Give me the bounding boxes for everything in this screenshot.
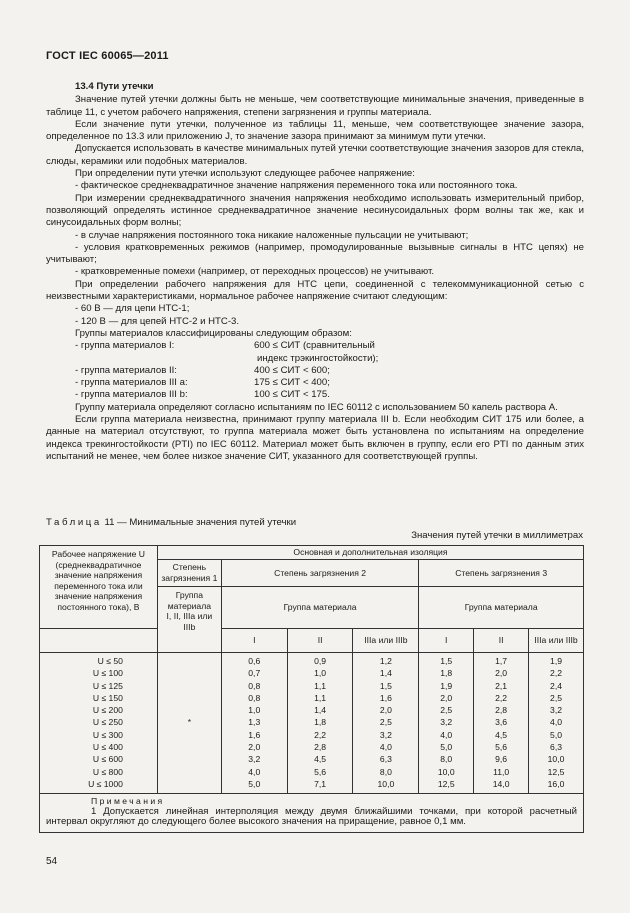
value-cell: 1,5 (379, 680, 392, 691)
values-column (353, 653, 419, 794)
values-column (221, 653, 287, 794)
voltage-cell: U ≤ 1000 (88, 778, 123, 789)
value-cell: 2,0 (495, 668, 508, 679)
paragraph: Если значение пути утечки, полученное из таблицы 11, меньше, чем соответствующее значение зазора, определенное по 13.3 или приложению J, то значение зазора принимают за минимум пути утечки. (46, 118, 584, 143)
voltage-cell: U ≤ 400 (92, 742, 123, 753)
value-cell: 12,5 (437, 778, 455, 789)
list-item: - 60 В — для цепи НТС-1; (75, 303, 190, 315)
value-cell: 1,1 (314, 680, 327, 691)
value-cell: 2,5 (379, 717, 392, 728)
voltage-cell: U ≤ 100 (92, 668, 123, 679)
voltage-cell: U ≤ 125 (92, 680, 123, 691)
creepage-distance-table (39, 545, 584, 833)
material-group-row (46, 377, 584, 389)
table-units-note: Значения путей утечки в миллиметрах (411, 530, 583, 541)
values-column (529, 653, 584, 794)
value-cell: 0,7 (248, 668, 261, 679)
value-cell: 4,5 (495, 729, 508, 740)
note-title: Примечания (91, 796, 165, 807)
value-cell: 2,0 (248, 742, 261, 753)
paragraph: При определении пути утечки используют следующее рабочее напряжение: (75, 168, 415, 180)
paragraph: Допускается использовать в качестве минимальных путей утечки соответствующие значения зазоров для стекла, слюды, керамики или подобных материалов. (46, 143, 584, 167)
values-column (474, 653, 529, 794)
value-cell: 3,6 (495, 717, 508, 728)
value-cell: 4,0 (440, 729, 453, 740)
material-group-label: - группа материалов III a: (75, 377, 188, 389)
material-group-value: индекс трэкингостойкости); (257, 352, 379, 364)
voltage-cell: U ≤ 800 (92, 766, 123, 777)
value-cell: 1,8 (440, 668, 453, 679)
value-cell: 2,4 (550, 680, 562, 691)
value-cell: 0,8 (248, 680, 261, 691)
value-cell: 12,5 (547, 766, 565, 777)
value-cell: 5,0 (550, 729, 562, 740)
value-cell: 1,4 (379, 668, 392, 679)
value-cell: 1,7 (495, 656, 508, 666)
paragraph: Если группа материала неизвестна, принимают группу материала III b. Если необходим СИТ 175 или более, а данные на материал отсутствуют, то группа материала может быть установлена по испытаниям на определение индекса трекингостойкости (PTI) по IEC 60112. Материал может быть включен в группу, если его PTI по данным этих испытаний не менее, чем более низкое значение СИТ, указанного для соответствующей группы. (46, 414, 584, 462)
value-cell: 4,0 (379, 742, 392, 753)
value-cell: 2,2 (550, 668, 562, 679)
value-cell: 9,6 (495, 754, 508, 765)
material-group-value: 400 ≤ СИТ < 600; (254, 364, 330, 376)
value-cell: 2,0 (379, 705, 392, 716)
value-cell: 4,5 (314, 754, 327, 765)
list-item: - фактическое среднеквадратичное значение напряжения переменного тока или постоянного тока. (75, 180, 518, 192)
value-cell: 1,1 (314, 692, 327, 703)
value-cell: 2,5 (440, 705, 453, 716)
value-cell: 10,0 (437, 766, 455, 777)
col-header-voltage: Рабочее напряжение U (среднеквадратичное значение напряжения переменного тока или значение напряжения постоянного тока), В (40, 546, 158, 629)
value-cell: 2,5 (550, 692, 562, 703)
value-cell: 7,1 (314, 778, 327, 789)
voltage-cell: U ≤ 300 (92, 729, 123, 740)
material-group-row (46, 340, 584, 352)
table-caption (46, 517, 296, 528)
value-cell: 6,3 (550, 742, 562, 753)
voltage-cell: U ≤ 200 (92, 705, 123, 716)
material-group-label: - группа материалов II: (75, 364, 177, 376)
material-group-row (46, 353, 584, 365)
list-item: - условия кратковременных режимов (например, промодулированные вызывные сигналы в НТС цепях) не учитывают; (46, 241, 584, 266)
value-cell: 11,0 (493, 766, 510, 777)
voltage-cell: U ≤ 50 (97, 656, 123, 666)
value-cell: 2,2 (495, 692, 508, 703)
table-data-row (40, 653, 584, 794)
col-header-material-group-2: Группа материала (221, 587, 418, 629)
value-cell: 1,9 (440, 680, 453, 691)
pollution-1-values: * (157, 653, 221, 794)
values-column (419, 653, 474, 794)
material-group-label: - группа материалов I: (75, 340, 175, 352)
value-cell: 1,2 (379, 656, 392, 666)
value-cell: 14,0 (492, 778, 510, 789)
paragraph: При измерении среднеквадратичного значения напряжения необходимо использовать измерительный прибор, позволяющий определять истинное среднеквадратичное значение несинусоидальных форм волны так же, как и синусоидальных форм волны; (46, 192, 584, 229)
value-cell: 2,8 (495, 705, 508, 716)
col-header-material-group-3: Группа материала (419, 587, 584, 629)
voltage-cell: U ≤ 250 (92, 717, 123, 728)
value-cell: 1,9 (550, 656, 562, 666)
page-number: 54 (46, 856, 58, 867)
value-cell: 5,6 (495, 742, 508, 753)
value-cell: 8,0 (379, 766, 392, 777)
paragraph: Значение путей утечки должны быть не меньше, чем соответствующие минимальные значения, приведенные в таблице 11, с учетом рабочего напряжения, степени загрязнения и группы материала. (46, 94, 584, 118)
material-group-value: 600 ≤ СИТ (сравнительный (254, 340, 375, 352)
col-header-pollution-2: Степень загрязнения 2 (221, 560, 418, 587)
list-item: - кратковременные помехи (например, от переходных процессов) не учитывают. (75, 266, 435, 278)
paragraph: Группы материалов классифицированы следующим образом: (75, 327, 352, 339)
standard-code-header: ГОСТ IEC 60065—2011 (46, 50, 169, 62)
col-header-insulation: Основная и дополнительная изоляция (157, 546, 583, 560)
value-cell: 0,6 (248, 656, 261, 666)
material-group-label: Группа материала (167, 590, 212, 611)
value-cell: 2,2 (314, 729, 327, 740)
value-cell: 4,0 (550, 717, 562, 728)
section-body (46, 81, 584, 463)
table-caption-word: Таблица (46, 517, 102, 528)
value-cell: 3,2 (379, 729, 392, 740)
material-group-list: I, II, IIIa или IIIb (166, 611, 213, 632)
value-cell: 3,2 (440, 717, 453, 728)
value-cell: 3,2 (550, 705, 562, 716)
material-group-row (46, 365, 584, 377)
values-column (287, 653, 353, 794)
list-item: - в случае напряжения постоянного тока никакие наложенные пульсации не учитывают; (75, 229, 469, 241)
table-caption-title: 11 — Минимальные значения путей утечки (101, 517, 297, 528)
table-note-row (40, 794, 584, 833)
value-cell: 0,9 (314, 656, 327, 666)
col-header-group-II: II (287, 629, 353, 653)
col-header-group-I: I (419, 629, 474, 653)
value-cell: 10,0 (377, 778, 395, 789)
paragraph: Группу материала определяют согласно испытаниям по IEC 60112 с использованием 50 капель раствора А. (75, 401, 558, 413)
value-cell: 2,8 (314, 742, 327, 753)
value-cell: 1,8 (314, 717, 327, 728)
value-cell: 1,0 (314, 668, 327, 679)
paragraph: При определении рабочего напряжения для НТС цепи, соединенной с телекоммуникационной сетью с неизвестными характеристиками, нормальное рабочее напряжение считают следующим: (46, 278, 584, 303)
value-cell: 5,0 (248, 778, 261, 789)
value-cell: 2,0 (440, 692, 453, 703)
voltage-cell: U ≤ 600 (92, 754, 123, 765)
col-header-material-group-all (157, 587, 221, 653)
section-title: 13.4 Пути утечки (75, 81, 154, 92)
material-group-label: - группа материалов III b: (75, 389, 188, 401)
material-group-row (46, 389, 584, 401)
value-cell: 6,3 (379, 754, 392, 765)
value-cell: 1,0 (248, 705, 261, 716)
col-header-pollution-1: Степень загрязнения 1 (157, 560, 221, 587)
col-header-group-IIIab: IIIa или IIIb (353, 629, 419, 653)
value-cell: 5,0 (440, 742, 453, 753)
col-header-pollution-3: Степень загрязнения 3 (419, 560, 584, 587)
value-cell: 1,5 (440, 656, 453, 666)
value-cell: 1,3 (248, 717, 261, 728)
list-item: - 120 В — для цепей НТС-2 и НТС-3. (75, 315, 240, 327)
col-header-group-I: I (221, 629, 287, 653)
col-header-group-IIIab: IIIa или IIIb (529, 629, 584, 653)
value-cell: 2,1 (495, 680, 508, 691)
value-cell: 0,8 (248, 692, 261, 703)
value-cell: 8,0 (440, 754, 453, 765)
col-header-group-II: II (474, 629, 529, 653)
material-group-value: 100 ≤ СИТ < 175. (254, 389, 330, 401)
value-cell: 4,0 (248, 766, 261, 777)
value-cell: 1,6 (248, 729, 261, 740)
value-cell: 1,6 (379, 692, 392, 703)
note-1: 1 Допускается линейная интерполяция между двумя ближайшими точками, при которой расчетный интервал округляют до следующего более высокого значения на приращение, равное 0,1 мм. (46, 805, 577, 828)
material-group-value: 175 ≤ СИТ < 400; (254, 377, 330, 389)
value-cell: 1,4 (314, 705, 327, 716)
value-cell: 3,2 (248, 754, 261, 765)
voltage-cell: U ≤ 150 (92, 692, 123, 703)
value-cell: 5,6 (314, 766, 327, 777)
value-cell: 10,0 (547, 754, 565, 765)
value-cell: 16,0 (547, 778, 565, 789)
voltage-column (40, 653, 158, 794)
